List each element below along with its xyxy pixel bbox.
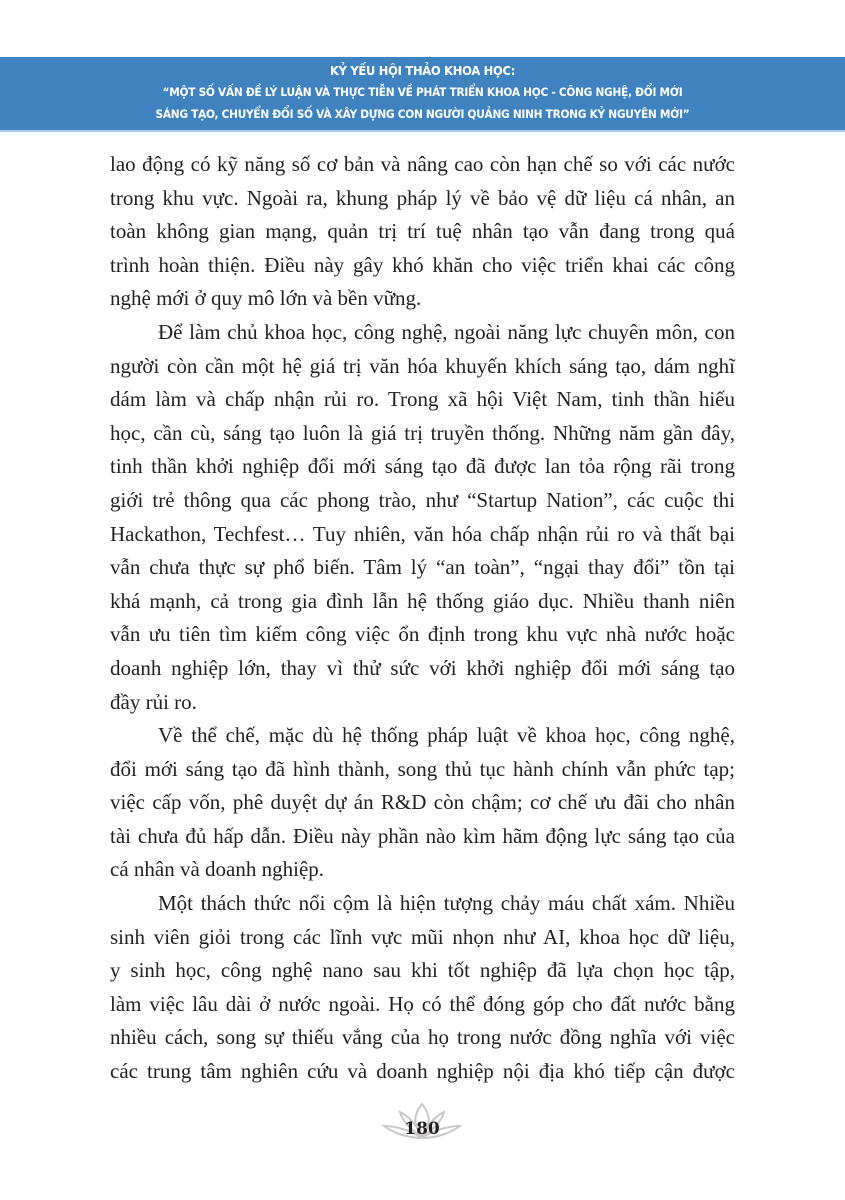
- text-line: trong khu vực. Ngoài ra, khung pháp lý về bảo vệ dữ liệu cá nhân, an: [110, 185, 735, 210]
- paragraph-start-line: Một thách thức nổi cộm là hiện tượng chảy máu chất xám. Nhiều: [158, 891, 735, 916]
- text-line: làm việc lâu dài ở nước ngoài. Họ có thể đóng góp cho đất nước bằng: [110, 991, 735, 1016]
- text-line: cá nhân và doanh nghiệp.: [110, 857, 325, 882]
- header-banner: [0, 57, 845, 132]
- text-line: lao động có kỹ năng số cơ bản và nâng cao còn hạn chế so với các nước: [110, 152, 735, 176]
- text-line: trình hoàn thiện. Điều này gây khó khăn cho việc triển khai các công: [110, 252, 735, 277]
- text-line: học, cần cù, sáng tạo luôn là giá trị truyền thống. Những năm gần đây,: [110, 420, 735, 445]
- text-line: doanh nghiệp lớn, thay vì thử sức với khởi nghiệp đổi mới sáng tạo: [110, 655, 735, 680]
- conference-title-line-2: SÁNG TẠO, CHUYỂN ĐỔI SỐ VÀ XÂY DỰNG CON NGƯỜI QUẢNG NINH TRONG KỶ NGUYÊN MỚI”: [155, 107, 690, 121]
- text-line: người còn cần một hệ giá trị văn hóa khuyến khích sáng tạo, dám nghĩ: [110, 353, 735, 378]
- page-number-footer: [362, 1100, 482, 1146]
- paragraph-start-line: Về thể chế, mặc dù hệ thống pháp luật về khoa học, công nghệ,: [158, 723, 735, 748]
- text-line: tinh thần khởi nghiệp đổi mới sáng tạo đã được lan tỏa rộng rãi trong: [110, 454, 735, 479]
- text-line: vẫn chưa thực sự phổ biến. Tâm lý “an toàn”, “ngại thay đổi” tồn tại: [110, 555, 735, 580]
- text-line: khá mạnh, cả trong gia đình lẫn hệ thống giáo dục. Nhiều thanh niên: [110, 588, 735, 613]
- text-line: việc cấp vốn, phê duyệt dự án R&D còn chậm; cơ chế ưu đãi cho nhân: [110, 790, 735, 815]
- text-line: sinh viên giỏi trong các lĩnh vực mũi nhọn như AI, khoa học dữ liệu,: [110, 924, 735, 949]
- page-number: 180: [404, 1119, 440, 1139]
- text-line: dám làm và chấp nhận rủi ro. Trong xã hội Việt Nam, tinh thần hiếu: [110, 387, 735, 412]
- text-line: các trung tâm nghiên cứu và doanh nghiệp nội địa khó tiếp cận được: [110, 1059, 735, 1084]
- text-line: đổi mới sáng tạo đã hình thành, song thủ tục hành chính vẫn phức tạp;: [110, 756, 735, 781]
- text-line: tài chưa đủ hấp dẫn. Điều này phần nào kìm hãm động lực sáng tạo của: [110, 823, 735, 848]
- text-line: đầy rủi ro.: [110, 689, 197, 714]
- text-line: giới trẻ thông qua các phong trào, như “Startup Nation”, các cuộc thi: [110, 487, 735, 512]
- text-line: Hackathon, Techfest… Tuy nhiên, văn hóa chấp nhận rủi ro và thất bại: [110, 521, 735, 546]
- text-line: toàn không gian mạng, quản trị trí tuệ nhân tạo vẫn đang trong quá: [110, 219, 735, 244]
- conference-title-line-1: “MỘT SỐ VẤN ĐỀ LÝ LUẬN VÀ THỰC TIỄN VỀ PHÁT TRIỂN KHOA HỌC - CÔNG NGHỆ, ĐỔI MỚI: [162, 85, 683, 99]
- paragraph-start-line: Để làm chủ khoa học, công nghệ, ngoài năng lực chuyên môn, con: [158, 319, 735, 344]
- proceedings-title: KỶ YẾU HỘI THẢO KHOA HỌC:: [329, 63, 516, 78]
- text-line: vẫn ưu tiên tìm kiếm công việc ổn định trong khu vực nhà nước hoặc: [110, 622, 735, 647]
- text-line: y sinh học, công nghệ nano sau khi tốt nghiệp đã lựa chọn học tập,: [110, 958, 735, 983]
- body-text: [110, 148, 735, 1089]
- text-line: nhiều cách, song sự thiếu vắng của họ trong nước đồng nghĩa với việc: [110, 1025, 735, 1050]
- text-line: nghệ mới ở quy mô lớn và bền vững.: [110, 286, 422, 311]
